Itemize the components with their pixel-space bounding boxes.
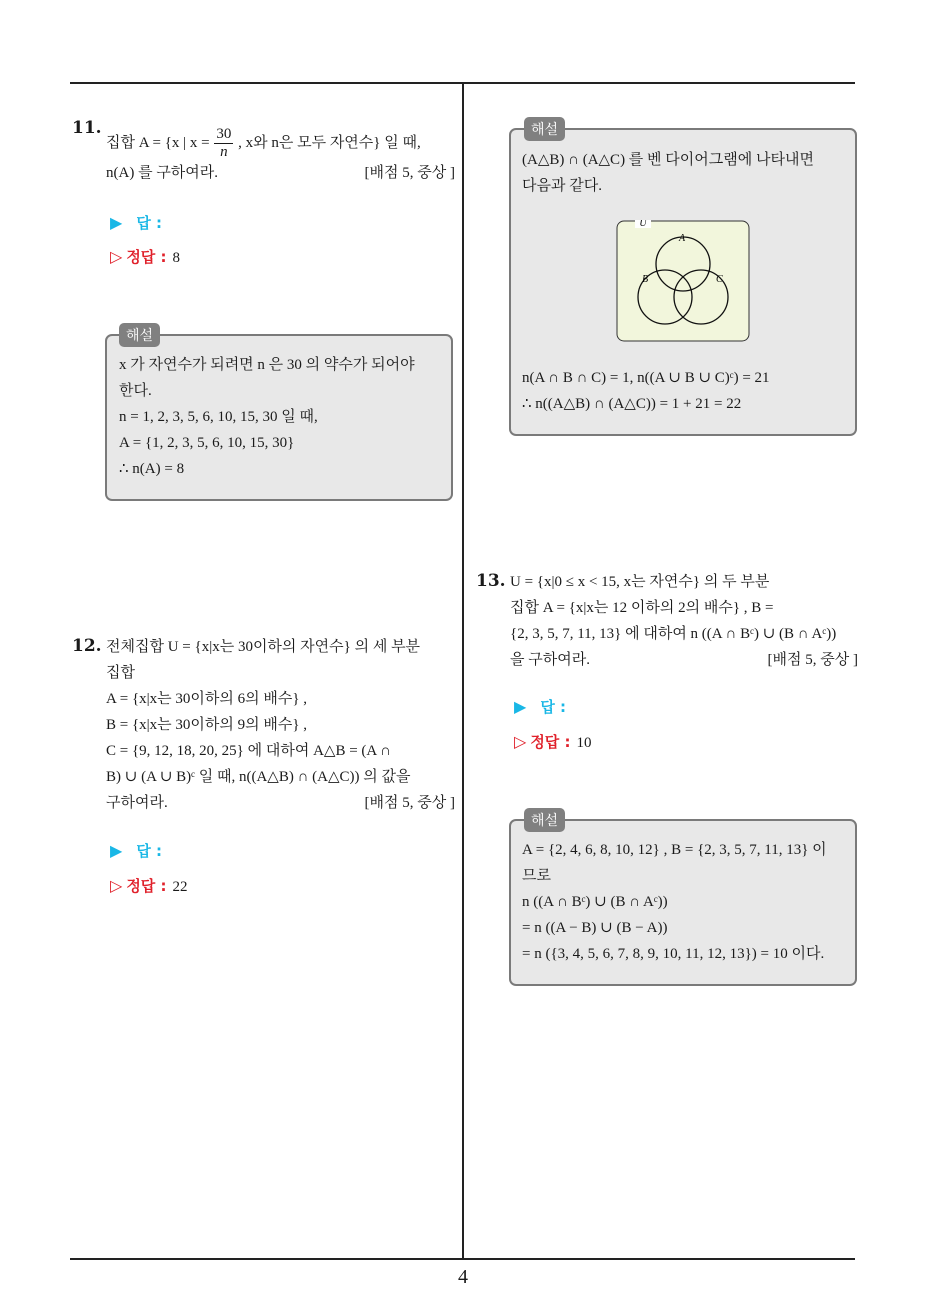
play-icon: ▶ bbox=[110, 213, 123, 232]
q12-correct bbox=[110, 875, 188, 896]
q12-answer bbox=[110, 840, 162, 861]
q12-line-1: 전체집합 U = {x|x는 30이하의 자연수} 의 세 부분 bbox=[106, 639, 421, 655]
q11-explain-line-5: ∴ n(A) = 8 bbox=[119, 461, 185, 477]
q11-correct bbox=[110, 246, 180, 267]
q11-frac-num: 30 bbox=[216, 126, 232, 142]
q12-line-7: 구하여라. bbox=[106, 795, 168, 811]
q11-answer-label: 답 : bbox=[136, 214, 163, 232]
outline-triangle-icon: ▷ bbox=[514, 734, 527, 751]
bottom-rule bbox=[70, 1258, 855, 1260]
q12-explain-line-3: n(A ∩ B ∩ C) = 1, n((A ∪ B ∪ C)ᶜ) = 21 bbox=[522, 370, 770, 386]
q13-line-1: U = {x|0 ≤ x < 15, x는 자연수} 의 두 부분 bbox=[510, 574, 770, 590]
q13-explain-line-5: = n ({3, 4, 5, 6, 7, 8, 9, 10, 11, 12, 13}) = 10 이다. bbox=[522, 946, 825, 962]
q13-explain-tab: 해설 bbox=[524, 808, 565, 832]
venn-label-b: B bbox=[642, 274, 649, 285]
q11-explain-line-1: x 가 자연수가 되려면 n 은 30 의 약수가 되어야 bbox=[119, 357, 415, 373]
q11-line2: n(A) 를 구하여라. bbox=[106, 165, 219, 181]
q11-number: 11. bbox=[72, 118, 102, 138]
q13-line-3: {2, 3, 5, 7, 11, 13} 에 대하여 n ((A ∩ Bᶜ) ∪ (B ∩ Aᶜ)) bbox=[510, 626, 837, 642]
q13-correct-label: 정답 : bbox=[530, 733, 571, 751]
q13-explain-line-3: n ((A ∩ Bᶜ) ∪ (B ∩ Aᶜ)) bbox=[522, 894, 668, 910]
q13-explain-line-4: = n ((A − B) ∪ (B − A)) bbox=[522, 920, 668, 936]
q11-correct-label: 정답 : bbox=[126, 248, 167, 266]
q12-line-2: 집합 bbox=[106, 665, 135, 681]
q13-answer bbox=[514, 696, 566, 717]
venn-label-u: U bbox=[639, 220, 647, 229]
play-icon: ▶ bbox=[110, 841, 123, 860]
q11-frac-den: n bbox=[220, 144, 228, 160]
q12-explain-line-4: ∴ n((A△B) ∩ (A△C)) = 1 + 21 = 22 bbox=[522, 396, 742, 412]
q11-line1-b: , x와 n은 모두 자연수} 일 때, bbox=[238, 134, 421, 151]
q11-explain-line-4: A = {1, 2, 3, 5, 6, 10, 15, 30} bbox=[119, 435, 295, 451]
q12-line-3: A = {x|x는 30이하의 6의 배수} , bbox=[106, 691, 308, 707]
q12-meta: [배점 5, 중상 ] bbox=[364, 795, 455, 811]
q12-explain-line-2: 다음과 같다. bbox=[522, 178, 602, 194]
q11-answer bbox=[110, 212, 162, 233]
venn-label-c: C bbox=[716, 274, 723, 285]
q12-line-6: B) ∪ (A ∪ B)ᶜ 일 때, n((A△B) ∩ (A△C)) 의 값을 bbox=[106, 769, 411, 785]
q12-line-4: B = {x|x는 30이하의 9의 배수} , bbox=[106, 717, 308, 733]
venn-label-a: A bbox=[679, 233, 686, 244]
q12-line-5: C = {9, 12, 18, 20, 25} 에 대하여 A△B = (A ∩ bbox=[106, 743, 391, 759]
page-number: 4 bbox=[458, 1266, 468, 1288]
q12-explain-line-1: (A△B) ∩ (A△C) 를 벤 다이어그램에 나타내면 bbox=[522, 152, 814, 168]
q13-explain-line-1: A = {2, 4, 6, 8, 10, 12} , B = {2, 3, 5, 7, 11, 13} 이 bbox=[522, 842, 827, 858]
q12-correct-label: 정답 : bbox=[126, 877, 167, 895]
q13-correct-value: 10 bbox=[576, 735, 592, 751]
outline-triangle-icon: ▷ bbox=[110, 878, 123, 895]
q11-explain-line-2: 한다. bbox=[119, 383, 152, 399]
q11-fraction bbox=[214, 126, 233, 161]
q11-explain-tab: 해설 bbox=[119, 323, 160, 347]
q11-line1 bbox=[106, 126, 421, 161]
play-icon: ▶ bbox=[514, 697, 527, 716]
q12-answer-label: 답 : bbox=[136, 842, 163, 860]
q11-line1-a: 집합 A = {x | x = bbox=[106, 134, 214, 151]
q13-correct bbox=[514, 731, 592, 752]
column-divider bbox=[462, 84, 464, 1260]
q12-number: 12. bbox=[72, 636, 102, 656]
q12-explain-tab: 해설 bbox=[524, 117, 565, 141]
q13-answer-label: 답 : bbox=[540, 698, 567, 716]
venn-diagram bbox=[616, 220, 750, 342]
q13-number: 13. bbox=[476, 571, 506, 591]
q11-explain-line-3: n = 1, 2, 3, 5, 6, 10, 15, 30 일 때, bbox=[119, 409, 318, 425]
q13-line-4: 을 구하여라. bbox=[510, 652, 590, 668]
q13-explain-line-2: 므로 bbox=[522, 868, 551, 884]
q12-correct-value: 22 bbox=[172, 879, 188, 895]
outline-triangle-icon: ▷ bbox=[110, 249, 123, 266]
q11-correct-value: 8 bbox=[172, 250, 181, 266]
q11-meta: [배점 5, 중상 ] bbox=[364, 165, 455, 181]
q13-line-2: 집합 A = {x|x는 12 이하의 2의 배수} , B = bbox=[510, 600, 774, 616]
q13-meta: [배점 5, 중상 ] bbox=[767, 652, 858, 668]
